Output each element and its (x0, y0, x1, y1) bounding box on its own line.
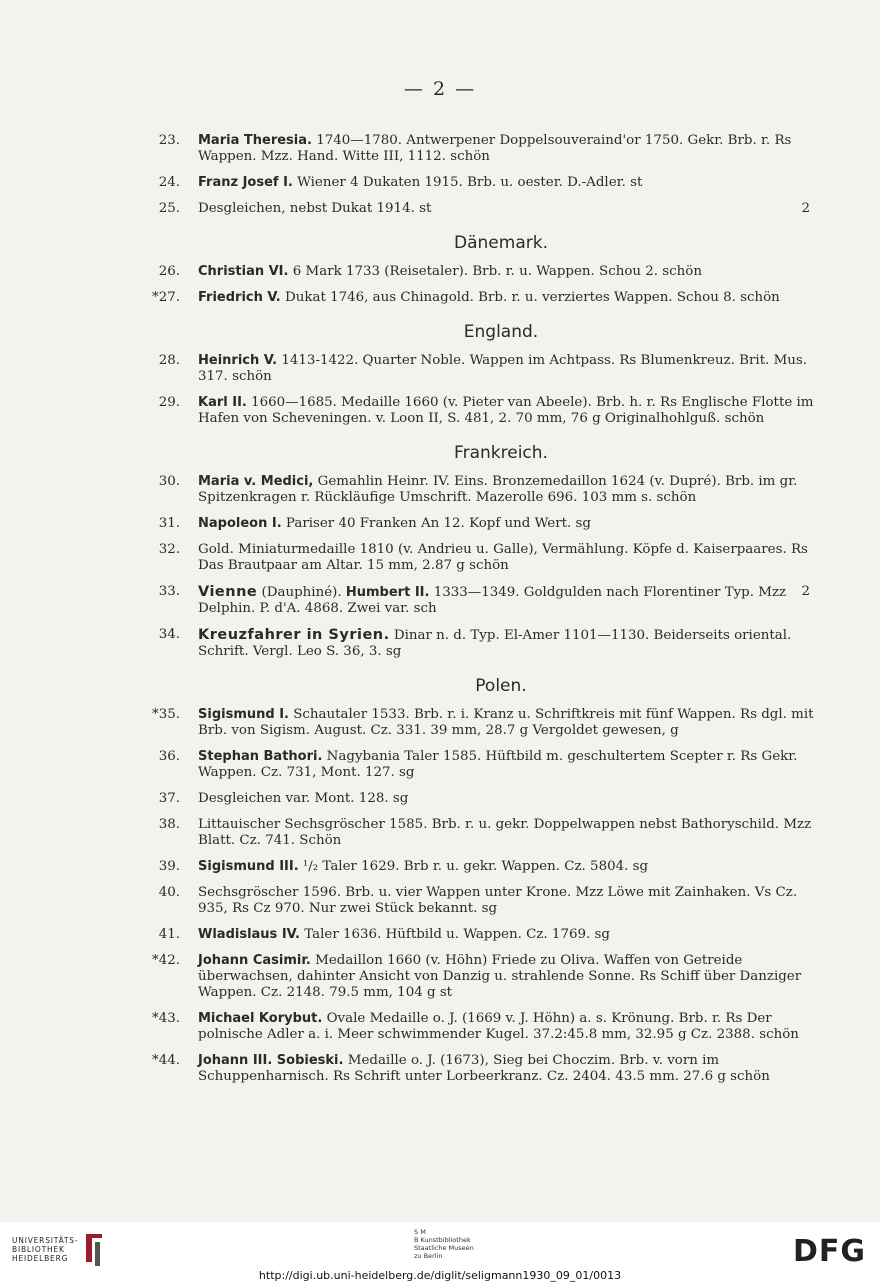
entry-number: 37. (158, 791, 180, 806)
entry-region: (Dauphiné). (261, 585, 342, 600)
page-number: — 2 — (403, 78, 477, 100)
entry-description: Desgleichen var. Mont. 128. sg (198, 791, 409, 806)
entry-description: 1333—1349. Goldgulden nach Florentiner Typ. Mzz Delphin. P. d'A. 4868. Zwei var. sch (198, 585, 787, 616)
entry-description: Sechsgröscher 1596. Brb. u. vier Wappen unter Krone. Mzz Löwe mit Zainhaken. Vs Cz. 935, Rs Cz 970. Nur zwei Stück bekannt. sg (198, 885, 798, 916)
entry-plate-ref: 2 (801, 201, 810, 216)
entry-ruler: Sigismund I. (198, 707, 289, 722)
entry-ruler: Napoleon I. (198, 516, 282, 531)
entry-ruler: Maria v. Medici, (198, 474, 314, 489)
entry-ruler: Humbert II. (345, 585, 430, 600)
catalog-entry (150, 290, 814, 306)
entry-number: 34. (158, 627, 180, 642)
catalog-entry (150, 584, 814, 617)
catalog-entry (150, 859, 814, 875)
catalog-entry (150, 927, 814, 943)
permalink-url[interactable]: http://digi.ub.uni-heidelberg.de/diglit/seligmann1930_09_01/0013 (258, 1269, 622, 1282)
section-heading-frankreich: Frankreich. (454, 443, 548, 463)
catalog-entry (150, 264, 814, 280)
entry-number: 38. (158, 817, 180, 832)
entry-number: 40. (158, 885, 180, 900)
stamp-line: Staatliche Museen (414, 1244, 474, 1252)
entry-number: *44. (152, 1053, 180, 1068)
entry-plate-ref: 2 (801, 584, 810, 599)
catalog-entry (150, 395, 814, 427)
catalog-list (150, 133, 814, 1095)
entry-ruler: Christian VI. (198, 264, 289, 279)
entry-description: Medaille o. J. (1673), Sieg bei Choczim. Brb. v. vorn im Schuppenharnisch. Rs Schrift unter Lorbeerkranz. Cz. 2404. 43.5 mm. 27.6 g schön (198, 1053, 770, 1084)
catalog-entry (150, 1011, 814, 1043)
entry-number: 24. (158, 175, 180, 190)
entry-ruler: Sigismund III. (198, 859, 299, 874)
entry-number: 41. (158, 927, 180, 942)
entry-ruler: Friedrich V. (198, 290, 281, 305)
catalog-entry (150, 627, 814, 660)
catalog-entry (150, 817, 814, 849)
entry-description: Gold. Miniaturmedaille 1810 (v. Andrieu u. Galle), Vermählung. Köpfe d. Kaiserpaares. Rs Das Brautpaar am Altar. 15 mm, 2.87 g schön (198, 542, 808, 573)
entry-description: 1740—1780. Antwerpener Doppelsouveraind'or 1750. Gekr. Brb. r. Rs Wappen. Mzz. Hand. Witte III, 1112. schön (198, 133, 792, 164)
entry-ruler: Johann Casimir. (198, 953, 311, 968)
catalog-entry (150, 133, 814, 165)
entry-number: *35. (152, 707, 180, 722)
catalog-entry (150, 353, 814, 385)
catalog-entry (150, 474, 814, 506)
entry-description: Schautaler 1533. Brb. r. i. Kranz u. Schriftkreis mit fünf Wappen. Rs dgl. mit Brb. von Sigism. August. Cz. 331. 39 mm, 28.7 g Vergoldet gewesen, g (198, 707, 814, 738)
entry-description: 1413-1422. Quarter Noble. Wappen im Achtpass. Rs Blumenkreuz. Brit. Mus. 317. schön (198, 353, 808, 384)
entry-ruler: Michael Korybut. (198, 1011, 323, 1026)
entry-ruler: Kreuzfahrer in Syrien. (198, 627, 390, 643)
section-heading-england: England. (463, 322, 539, 342)
stamp-line: S M (414, 1228, 426, 1236)
entry-number: *43. (152, 1011, 180, 1026)
entry-description: Medaillon 1660 (v. Höhn) Friede zu Oliva. Waffen von Getreide überwachsen, dahinter Ansicht von Danzig u. strahlende Sonne. Rs Schiff über Danziger Wappen. Cz. 2148. 79.5 mm, 104 g st (198, 953, 802, 1000)
entry-ruler: Heinrich V. (198, 353, 278, 368)
ub-logo-text-line: HEIDELBERG (12, 1254, 69, 1263)
entry-number: *42. (152, 953, 180, 968)
ub-emblem-icon (82, 1232, 106, 1266)
entry-number: 29. (158, 395, 180, 410)
entry-description: Desgleichen, nebst Dukat 1914. st (198, 201, 432, 216)
entry-ruler: Wladislaus IV. (198, 927, 300, 942)
ub-heidelberg-logo[interactable] (12, 1236, 78, 1263)
dfg-logo[interactable]: DFG (792, 1234, 866, 1269)
entry-number: 23. (158, 133, 180, 148)
entry-description: ¹/₂ Taler 1629. Brb r. u. gekr. Wappen. Cz. 5804. sg (302, 859, 649, 874)
catalog-entry (150, 791, 814, 807)
entry-number: 30. (158, 474, 180, 489)
entry-ruler: Stephan Bathori. (198, 749, 323, 764)
catalog-entry (150, 175, 814, 191)
entry-ruler: Franz Josef I. (198, 175, 293, 190)
entry-number: 28. (158, 353, 180, 368)
catalog-entry (150, 749, 814, 781)
entry-description: Dukat 1746, aus Chinagold. Brb. r. u. verziertes Wappen. Schou 8. schön (284, 290, 780, 305)
section-austria (150, 133, 814, 217)
entry-ruler: Karl II. (198, 395, 247, 410)
entry-description: Nagybania Taler 1585. Hüftbild m. geschultertem Scepter r. Rs Gekr. Wappen. Cz. 731, Mont. 127. sg (198, 749, 798, 780)
catalog-entry (150, 885, 814, 917)
entry-description: Pariser 40 Franken An 12. Kopf und Wert. sg (285, 516, 591, 531)
entry-description: Littauischer Sechsgröscher 1585. Brb. r. u. gekr. Doppelwappen nebst Bathoryschild. Mzz Blatt. Cz. 741. Schön (198, 817, 812, 848)
viewer-footer (0, 1222, 880, 1284)
ub-logo-text-line: UNIVERSITÄTS- (12, 1236, 79, 1245)
catalog-entry (150, 516, 814, 532)
entry-number: 36. (158, 749, 180, 764)
entry-ruler: Maria Theresia. (198, 133, 312, 148)
entry-description: Ovale Medaille o. J. (1669 v. J. Höhn) a. s. Krönung. Brb. r. Rs Der polnische Adler a. i. Meer schwimmender Kugel. 37.2:45.8 mm, 32.95 g Cz. 2388. schön (198, 1011, 799, 1042)
catalog-entry (150, 953, 814, 1001)
catalog-entry (150, 707, 814, 739)
stamp-line: B Kunstbibliothek (414, 1236, 471, 1244)
entry-number: *27. (152, 290, 180, 305)
entry-description: Dinar n. d. Typ. El-Amer 1101—1130. Beiderseits oriental. Schrift. Vergl. Leo S. 36, 3. sg (198, 628, 792, 659)
catalog-entry (150, 201, 814, 217)
entry-description: 1660—1685. Medaille 1660 (v. Pieter van Abeele). Brb. h. r. Rs Englische Flotte im Hafen von Scheveningen. v. Loon II, S. 481, 2. 70 mm, 76 g Originalhohlguß. schön (198, 395, 814, 426)
entry-ruler: Johann III. Sobieski. (198, 1053, 344, 1068)
ub-logo-text-line: BIBLIOTHEK (12, 1245, 65, 1254)
entry-description: Taler 1636. Hüftbild u. Wappen. Cz. 1769. sg (304, 927, 610, 942)
kunstbibliothek-stamp (414, 1228, 474, 1260)
entry-number: 32. (158, 542, 180, 557)
entry-description: Wiener 4 Dukaten 1915. Brb. u. oester. D.-Adler. st (297, 175, 643, 190)
entry-number: 39. (158, 859, 180, 874)
section-heading-daenemark: Dänemark. (454, 233, 548, 253)
stamp-line: zu Berlin (414, 1252, 443, 1260)
entry-place: Vienne (198, 584, 258, 600)
entry-number: 26. (158, 264, 180, 279)
entry-number: 25. (158, 201, 180, 216)
section-heading-polen: Polen. (475, 676, 527, 696)
entry-description: Gemahlin Heinr. IV. Eins. Bronzemedaillon 1624 (v. Dupré). Brb. im gr. Spitzenkragen r. Rückläufige Umschrift. Mazerolle 696. 103 mm s. schön (198, 474, 798, 505)
entry-number: 31. (158, 516, 180, 531)
catalog-entry (150, 1053, 814, 1085)
entry-description: 6 Mark 1733 (Reisetaler). Brb. r. u. Wappen. Schou 2. schön (292, 264, 702, 279)
catalog-entry (150, 542, 814, 574)
entry-number: 33. (158, 584, 180, 599)
